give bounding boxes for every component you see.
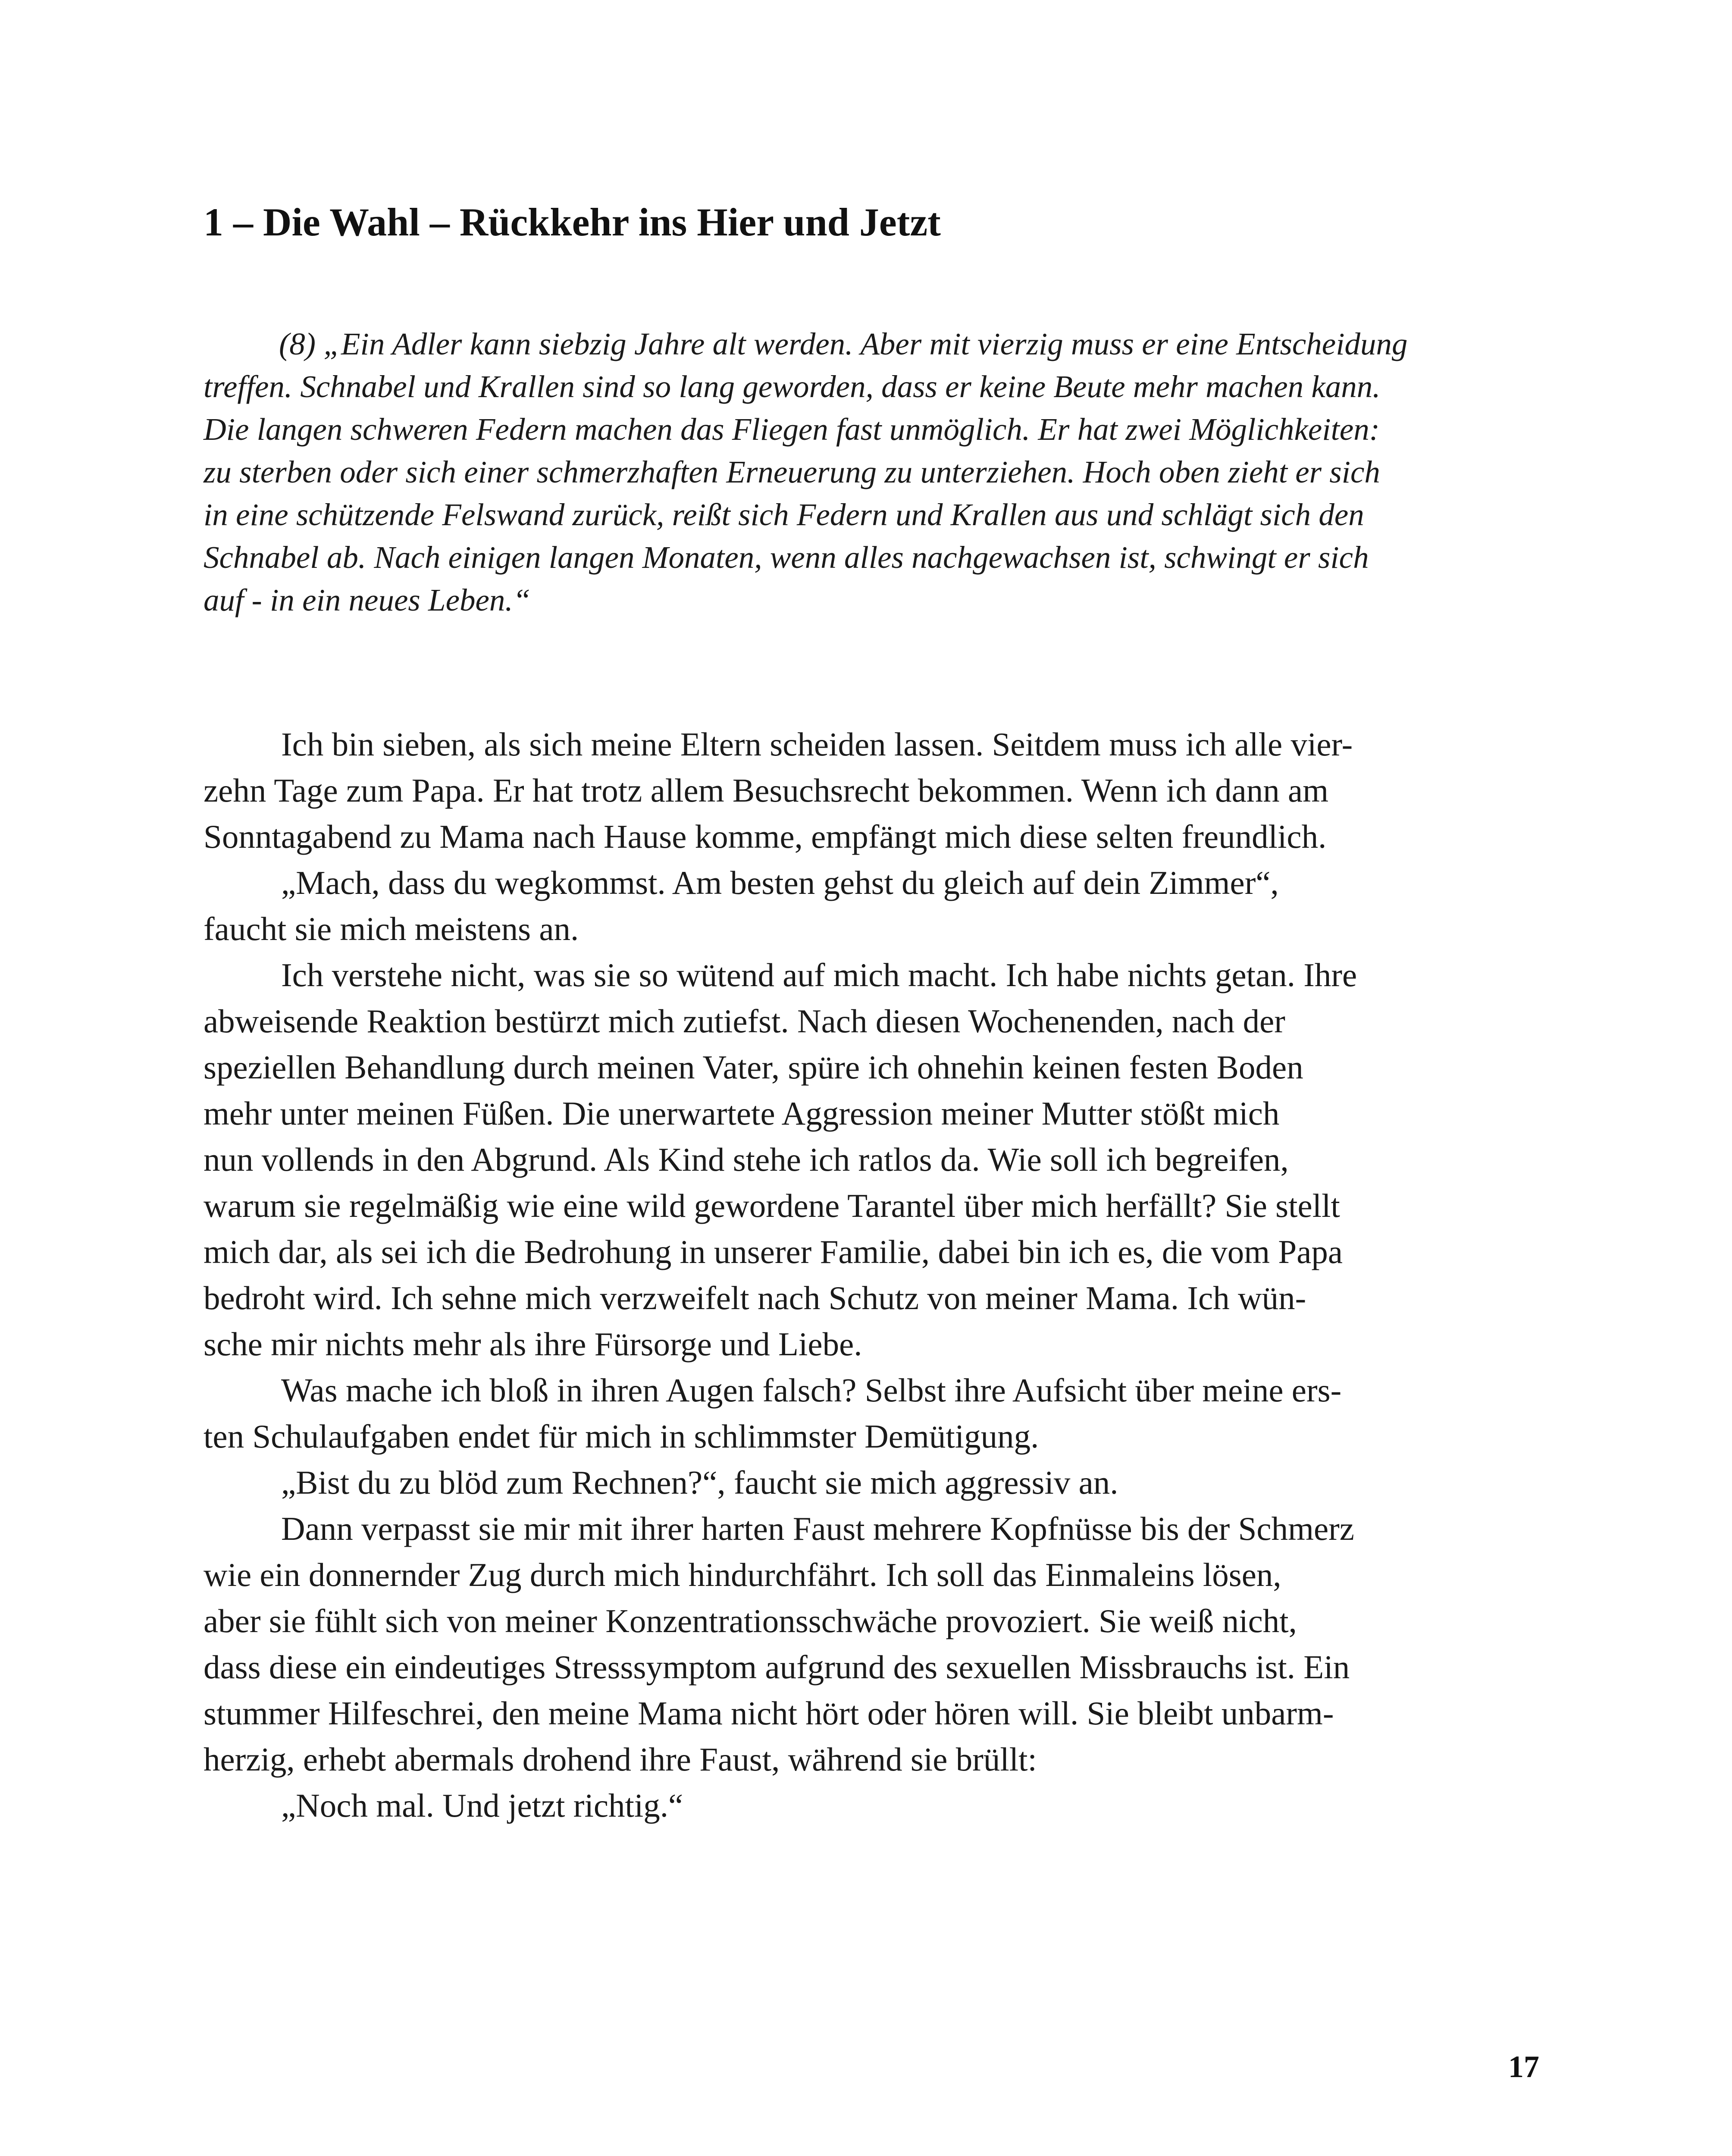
body-line: Ich verstehe nicht, was sie so wütend auf mich macht. Ich habe nichts getan. Ihre [281, 956, 1357, 993]
body-line: Sonntagabend zu Mama nach Hause komme, empfängt mich diese selten freundlich. [204, 818, 1327, 855]
body-line: wie ein donnernder Zug durch mich hindurchfährt. Ich soll das Einmaleins lösen, [204, 1556, 1281, 1593]
body-line: herzig, erhebt abermals drohend ihre Faust, während sie brüllt: [204, 1741, 1037, 1778]
body-line: „Bist du zu blöd zum Rechnen?“, faucht sie mich aggressiv an. [281, 1464, 1118, 1501]
body-line: mehr unter meinen Füßen. Die unerwartete Aggression meiner Mutter stößt mich [204, 1095, 1280, 1132]
body-line: sche mir nichts mehr als ihre Fürsorge und Liebe. [204, 1326, 862, 1363]
body-line: zehn Tage zum Papa. Er hat trotz allem Besuchsrecht bekommen. Wenn ich dann am [204, 772, 1329, 809]
page-number: 17 [1508, 2049, 1539, 2084]
body-line: dass diese ein eindeutiges Stresssymptom aufgrund des sexuellen Missbrauchs ist. Ein [204, 1648, 1350, 1686]
body-line: Dann verpasst sie mir mit ihrer harten Faust mehrere Kopfnüsse bis der Schmerz [281, 1510, 1354, 1547]
body-line: faucht sie mich meistens an. [204, 910, 579, 947]
body-line: nun vollends in den Abgrund. Als Kind stehe ich ratlos da. Wie soll ich begreifen, [204, 1141, 1289, 1178]
epigraph-line: auf - in ein neues Leben.“ [204, 583, 531, 617]
epigraph-line: (8) „Ein Adler kann siebzig Jahre alt werden. Aber mit vierzig muss er eine Entscheidung [279, 326, 1408, 361]
body-line: „Mach, dass du wegkommst. Am besten gehst du gleich auf dein Zimmer“, [281, 864, 1279, 901]
body-line: abweisende Reaktion bestürzt mich zutiefst. Nach diesen Wochenenden, nach der [204, 1003, 1285, 1040]
body-line: speziellen Behandlung durch meinen Vater, spüre ich ohnehin keinen festen Boden [204, 1049, 1303, 1086]
body-line: stummer Hilfeschrei, den meine Mama nicht hört oder hören will. Sie bleibt unbarm- [204, 1695, 1334, 1732]
body-line: mich dar, als sei ich die Bedrohung in unserer Familie, dabei bin ich es, die vom Papa [204, 1233, 1343, 1270]
epigraph-line: zu sterben oder sich einer schmerzhaften Erneuerung zu unterziehen. Hoch oben zieht er sich [204, 454, 1380, 489]
epigraph-line: Die langen schweren Federn machen das Fliegen fast unmöglich. Er hat zwei Möglichkeiten: [204, 412, 1380, 447]
body-line: ten Schulaufgaben endet für mich in schlimmster Demütigung. [204, 1418, 1039, 1455]
body-line: aber sie fühlt sich von meiner Konzentrationsschwäche provoziert. Sie weiß nicht, [204, 1602, 1297, 1639]
epigraph-line: treffen. Schnabel und Krallen sind so lang geworden, dass er keine Beute mehr machen kann. [204, 369, 1381, 404]
body-line: Was mache ich bloß in ihren Augen falsch? Selbst ihre Aufsicht über meine ers- [281, 1372, 1342, 1409]
body-line: bedroht wird. Ich sehne mich verzweifelt nach Schutz von meiner Mama. Ich wün- [204, 1279, 1306, 1316]
body-line: warum sie regelmäßig wie eine wild gewordene Tarantel über mich herfällt? Sie stellt [204, 1187, 1340, 1224]
epigraph-quote [204, 323, 1540, 621]
body-line: Ich bin sieben, als sich meine Eltern scheiden lassen. Seitdem muss ich alle vier- [281, 726, 1353, 763]
epigraph-line: in eine schützende Felswand zurück, reißt sich Federn und Krallen aus und schlägt sich den [204, 497, 1364, 532]
body-line: „Noch mal. Und jetzt richtig.“ [281, 1787, 683, 1824]
epigraph-line: Schnabel ab. Nach einigen langen Monaten, wenn alles nachgewachsen ist, schwingt er sich [204, 540, 1369, 575]
chapter-title: 1 – Die Wahl – Rückkehr ins Hier und Jetzt [204, 200, 941, 244]
chapter-body [204, 721, 1540, 1829]
